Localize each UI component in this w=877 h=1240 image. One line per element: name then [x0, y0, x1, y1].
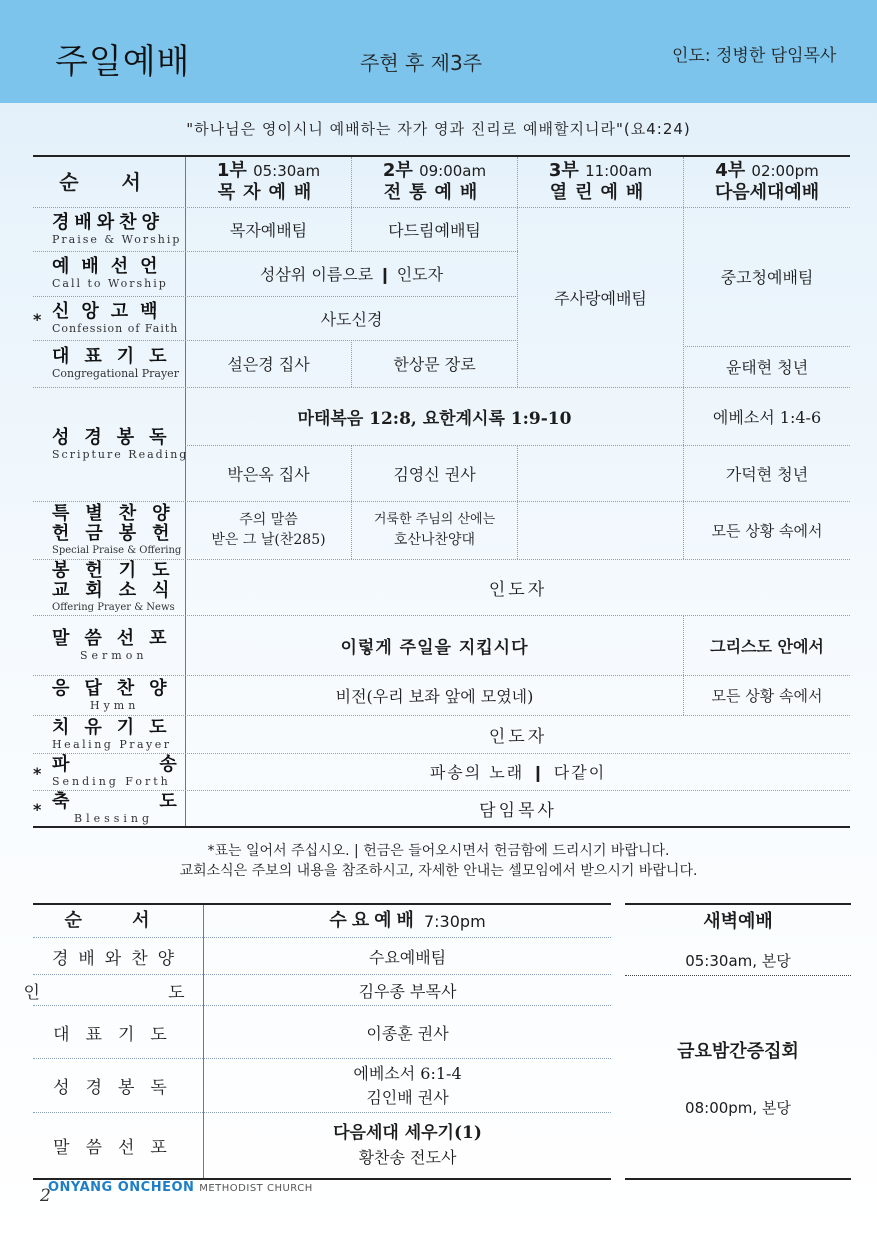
- prayer-s1: 설은경 집사: [227, 355, 310, 374]
- wed-label-leader: 인 도: [23, 982, 213, 1003]
- brand-text: ONYANG ONCHEON: [48, 1180, 195, 1195]
- prayer-s4: 윤태현 청년: [725, 358, 809, 377]
- s3-team: 주사랑예배팀: [554, 288, 647, 308]
- praise-s2: 다드림예배팀: [388, 220, 481, 240]
- stand-marker: *: [33, 764, 42, 783]
- confession-s12: 사도신경: [320, 309, 383, 329]
- church-logo: [48, 1180, 313, 1195]
- wed-order-header: 순 서: [64, 910, 172, 931]
- sermon-s4: 그리스도 안에서: [710, 636, 824, 656]
- s4-team: 중고청예배팀: [720, 268, 814, 287]
- label-healing: 치유기도 Healing Prayer: [52, 716, 182, 751]
- healing-value: 인도자: [488, 726, 548, 747]
- offering-prayer-value: 인도자: [488, 579, 548, 600]
- praise-s1: 목자예배팀: [229, 220, 308, 240]
- side-divider: [625, 975, 851, 976]
- dawn-time: 05:30am, 본당: [685, 951, 791, 970]
- label-sending: 파송 Sending Forth: [52, 754, 267, 788]
- wed-label-prayer: 대표기도: [53, 1024, 183, 1045]
- label-confession: 신앙고백 Confession of Faith: [52, 300, 179, 335]
- label-offering-prayer: 봉헌기도 교회소식 Offering Prayer & News: [52, 559, 186, 613]
- special-s2: 거룩한 주님의 산에는 호산나찬양대: [373, 512, 496, 548]
- church-text: METHODIST CHURCH: [199, 1183, 313, 1194]
- special-s4: 모든 상황 속에서: [711, 521, 823, 540]
- service-2-header: 2부 09:00am 전통예배: [382, 160, 487, 203]
- friday-time: 08:00pm, 본당: [685, 1098, 791, 1117]
- wed-prayer-value: 이종훈 권사: [366, 1023, 449, 1043]
- note-standing: *표는 일어서 주십시오. | 헌금은 들어오시면서 헌금함에 드리시기 바랍니다.: [207, 843, 670, 859]
- sermon-title: 이렇게 주일을 지킵시다: [340, 637, 529, 658]
- page-number: 2: [40, 1186, 51, 1206]
- note-news: 교회소식은 주보의 내용을 참조하시고, 자세한 안내는 셀모임에서 받으시기 바랍니다.: [179, 863, 698, 879]
- sending-value: 파송의 노래 ❙ 다같이: [429, 763, 607, 782]
- special-s1: 주의 말씀 받은 그 날(찬285): [211, 512, 326, 548]
- theme-verse: "하나님은 영이시니 예배하는 자가 영과 진리로 예배할지니라"(요4:24): [186, 120, 691, 138]
- friday-title: 금요밤간증집회: [677, 1041, 799, 1062]
- scripture-s4: 에베소서 1:4-6: [712, 407, 822, 427]
- prayer-s2: 한상문 장로: [393, 355, 476, 374]
- service-3-header: 3부 11:00am 열린예배: [548, 160, 653, 203]
- reader-s1: 박은옥 집사: [227, 464, 310, 484]
- liturgical-week: 주현 후 제3주: [360, 51, 483, 75]
- wed-leader-value: 김우종 부목사: [358, 981, 457, 1001]
- label-prayer: 대표기도 Congregational Prayer: [52, 346, 182, 380]
- side-bottom-rule: [625, 1178, 851, 1180]
- wed-sermon-value: 다음세대 세우기(1) 황찬송 전도사: [333, 1123, 482, 1167]
- wed-service-header: 수요예배 7:30pm: [329, 910, 486, 931]
- service-1-header: 1부 05:30am 목자예배: [216, 160, 321, 203]
- worship-leader: 인도: 정병한 담임목사: [672, 46, 837, 66]
- page-title: 주일예배: [55, 42, 191, 82]
- wed-label-scripture: 성경봉독: [53, 1078, 183, 1098]
- reader-s4: 가덕현 청년: [725, 464, 809, 484]
- call-s12: 성삼위 이름으로 ❙ 인도자: [259, 265, 444, 284]
- label-sermon: 말씀선포 Sermon: [52, 627, 182, 662]
- service-4-header: 4부 02:00pm 다음세대예배: [714, 160, 820, 203]
- wed-praise-value: 수요예배팀: [368, 947, 447, 967]
- table-bottom-rule: [33, 826, 850, 828]
- dawn-title: 새벽예배: [703, 911, 773, 932]
- hymn-s123: 비전(우리 보좌 앞에 모였네): [335, 686, 534, 706]
- label-special: 특별찬양 헌금봉헌 Special Praise & Offering: [52, 502, 186, 556]
- label-hymn: 응답찬양 Hymn: [52, 677, 182, 712]
- wed-label-sermon: 말씀선포: [53, 1137, 183, 1158]
- reader-s2: 김영신 권사: [393, 464, 476, 484]
- stand-marker: *: [33, 800, 42, 819]
- col-divider: [517, 445, 518, 559]
- label-call: 예배선언 Call to Worship: [52, 256, 170, 290]
- wed-label-praise: 경배와찬양: [51, 948, 185, 969]
- blessing-value: 담임목사: [479, 800, 557, 821]
- wed-scripture-value: 에베소서 6:1-4 김인배 권사: [353, 1063, 462, 1107]
- label-praise: 경배와찬양 Praise & Worship: [52, 211, 182, 246]
- hymn-s4: 모든 상황 속에서: [711, 686, 823, 705]
- label-blessing: 축도 Blessing: [52, 790, 267, 825]
- stand-marker: *: [33, 310, 42, 329]
- label-scripture: 성경봉독 Scripture Reading: [52, 426, 189, 461]
- order-header: 순 서: [59, 170, 159, 194]
- scripture-s123: 마태복음 12:8, 요한계시록 1:9-10: [297, 408, 572, 429]
